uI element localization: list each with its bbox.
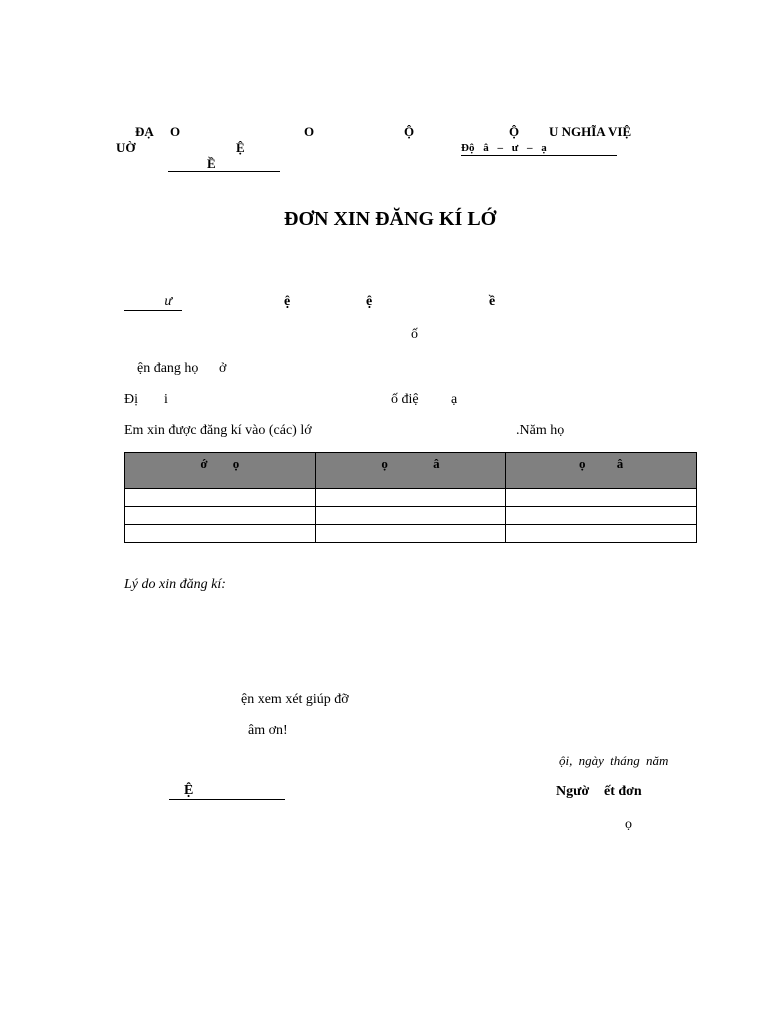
table-cell [315,489,506,507]
table-cell [125,489,316,507]
header-motto: Độ â – ư – ạ [461,142,617,156]
header-left-line2-a: UỜ [116,140,136,155]
body-line4-a: Đị [124,392,138,407]
document-title: ĐƠN XIN ĐĂNG KÍ LỚ [284,208,497,230]
table-cell [506,507,697,525]
header-left-line2-b: Ệ [236,140,245,155]
closing-line2: âm ơn! [248,723,288,738]
table-cell [125,507,316,525]
salutation-a: ư [124,294,182,311]
body-line4-d: ạ [451,392,458,407]
table-row [125,507,697,525]
signature-right-a: Ngườ [556,784,590,799]
salutation-d: ề [489,294,496,309]
signature-right-sub: ọ [625,817,632,832]
body-line4-b: i [164,392,168,407]
header-left-line3: Ề [207,156,216,171]
table-header-row [125,453,697,489]
body-line3-a: ện đang họ [137,361,199,376]
header-right-line1-a: O [304,124,315,139]
salutation-b: ệ [284,294,291,309]
body-line4-c: ố điệ [391,392,419,407]
table-cell [315,507,506,525]
table-cell [506,525,697,543]
registration-table [124,452,697,543]
reason-label: Lý do xin đăng kí: [124,577,226,592]
table-cell [506,489,697,507]
header-left-line1-b: O [170,124,181,139]
table-cell [125,525,316,543]
header-right-line1-c: Ộ [509,124,520,139]
header-left-line1-a: ĐẠ [135,124,154,139]
table-header-cell: ớ ọ [125,453,316,489]
signature-right-b: ết đơn [604,784,642,799]
body-line5-a: Em xin được đăng kí vào (các) lớ [124,423,312,438]
date-line: ội, ngày tháng năm [559,753,669,768]
table-row [125,489,697,507]
header-left-underline [168,171,280,172]
table-row [125,525,697,543]
header-right-line1-d: U NGHĨA VIỆ [549,124,632,139]
salutation-c: ệ [366,294,373,309]
table-cell [315,525,506,543]
closing-line1: ện xem xét giúp đỡ [241,692,349,707]
body-line2: ố [411,327,418,342]
table-header-cell: ọ â [506,453,697,489]
header-right-line1-b: Ộ [404,124,415,139]
signature-left: Ệ [169,783,285,800]
body-line5-b: .Năm họ [516,423,565,438]
body-line3-b: ở [219,361,227,376]
table-header-cell: ọ â [315,453,506,489]
